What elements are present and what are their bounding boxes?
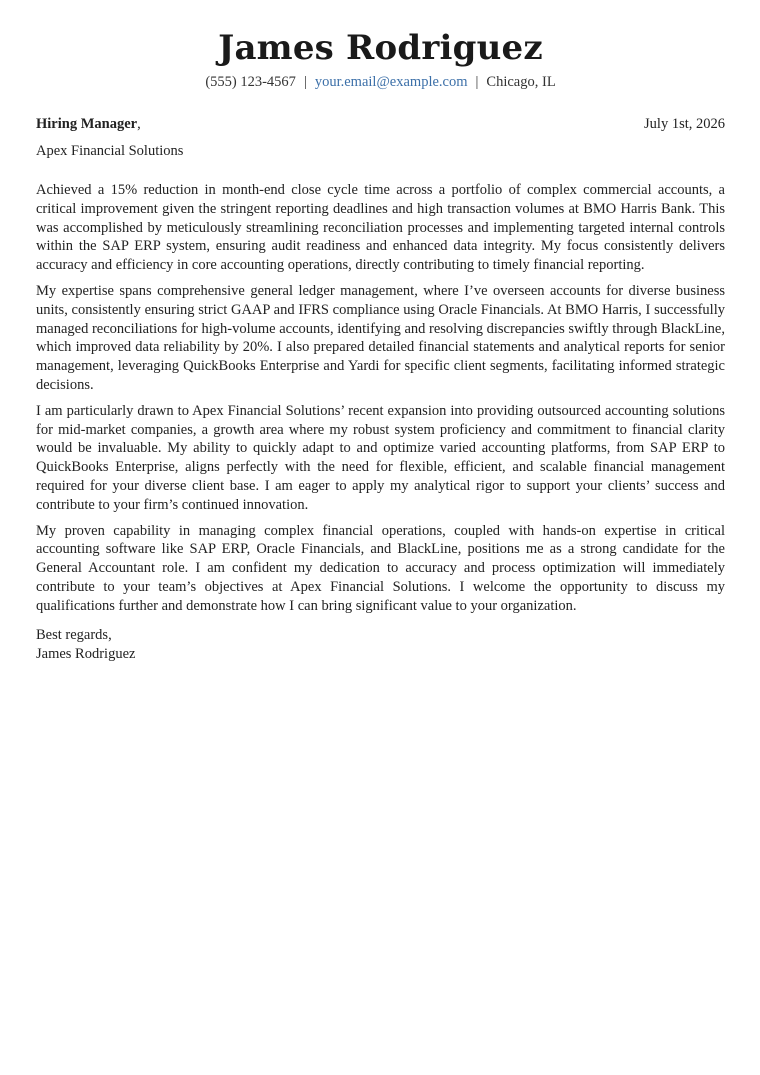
letter-body	[36, 181, 725, 616]
phone-number: (555) 123-4567	[205, 74, 296, 90]
body-paragraph: I am particularly drawn to Apex Financial Solutions’ recent expansion into providing outsourced accounting solutions for mid-market companies, a growth area where my robust system proficiency and commitment to financial clarity would be invaluable. My ability to quickly adapt to and optimize varied accounting platforms, from SAP ERP to QuickBooks Enterprise, aligns perfectly with the need for flexible, efficient, and scalable financial management required for your diverse client base. I am eager to apply my analytical rigor to support your clients’ success and contribute to your firm’s continued innovation.	[36, 402, 725, 513]
cover-letter-page	[36, 28, 725, 664]
salutation-punctuation: ,	[137, 116, 141, 132]
body-paragraph: My expertise spans comprehensive general ledger management, where I’ve overseen accounts for diverse business units, consistently ensuring strict GAAP and IFRS compliance using Oracle Financials. At BMO Harris, I successfully managed reconciliations for high-volume accounts, identifying and resolving discrepancies swiftly through BlackLine, which improved data reliability by 20%. I also prepared detailed financial statements and analytical reports for senior management, leveraging QuickBooks Enterprise and Yardi for specific client segments, facilitating informed strategic decisions.	[36, 282, 725, 393]
location: Chicago, IL	[486, 74, 556, 90]
contact-separator: |	[303, 74, 307, 90]
letter-date: July 1st, 2026	[644, 116, 725, 132]
recipient-company: Apex Financial Solutions	[36, 143, 184, 159]
signature-name: James Rodriguez	[36, 645, 136, 662]
body-paragraph: Achieved a 15% reduction in month-end close cycle time across a portfolio of complex commercial accounts, a critical improvement given the stringent reporting deadlines and high transaction volumes at BMO Harris Bank. This was accomplished by meticulously streamlining reconciliation processes and implementing targeted internal controls within the SAP ERP system, ensuring audit readiness and enhanced data integrity. My focus consistently delivers accuracy and efficiency in core accounting operations, directly contributing to timely financial reporting.	[36, 182, 725, 274]
closing-block	[36, 626, 725, 664]
body-paragraph: My proven capability in managing complex financial operations, coupled with hands-on expertise in critical accounting software like SAP ERP, Oracle Financials, and BlackLine, positions me as a strong candidate for the General Accountant role. I am confident my dedication to accuracy and process optimization will immediately contribute to your team’s objectives at Apex Financial Solutions. I welcome the opportunity to discuss my qualifications further and demonstrate how I can bring significant value to your organization.	[36, 522, 725, 614]
valediction: Best regards,	[36, 626, 112, 643]
applicant-name: James Rodriguez	[218, 28, 543, 68]
recipient-row	[36, 114, 725, 134]
contact-line	[36, 72, 725, 92]
email-link[interactable]: your.email@example.com	[314, 74, 468, 90]
recipient-name: Hiring Manager	[36, 116, 138, 132]
contact-separator: |	[475, 74, 479, 90]
salutation	[36, 114, 141, 134]
